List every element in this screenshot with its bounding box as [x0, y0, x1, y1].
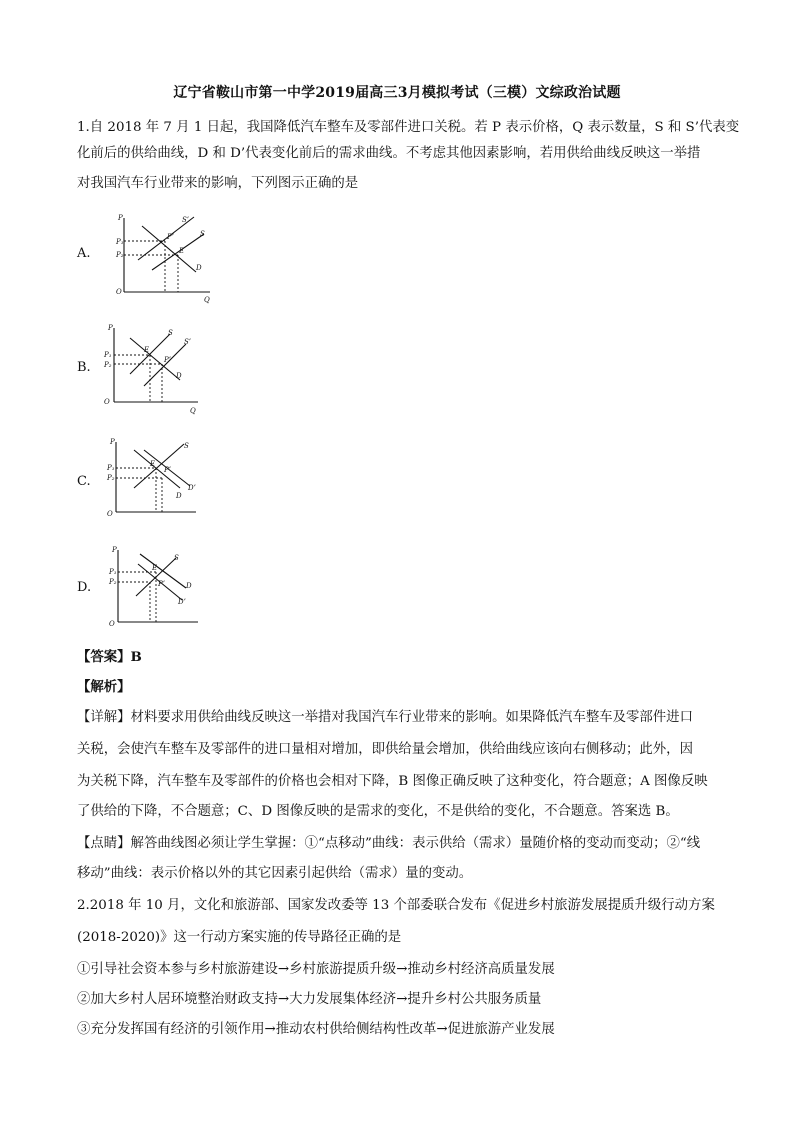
- page-title: 辽宁省鞍山市第一中学2019届高三3月模拟考试（三模）文综政治试题: [173, 85, 621, 101]
- axis-p-label: P: [110, 438, 115, 446]
- q1-line-2: 化前后的供给曲线，D 和 D’代表变化前后的需求曲线。不考虑其他因素影响，若用供给曲线反映这一举措: [77, 146, 701, 161]
- point-label: E: [150, 460, 156, 468]
- axis-p-label: P: [112, 546, 117, 554]
- point-label: P’: [158, 580, 165, 588]
- price-p1-label: P₁: [104, 351, 112, 359]
- detail-line-4: 了供给的下降，不合题意；C、D 图像反映的是需求的变化，不是供给的变化，不合题意。答案选 B。: [77, 804, 679, 819]
- point-label: P’: [167, 233, 174, 241]
- price-p2-label: P₂: [107, 474, 115, 482]
- curve-label: S: [184, 442, 189, 450]
- curve-label: S: [200, 230, 205, 238]
- price-p1-label: P₁: [116, 238, 124, 246]
- axis-q-label: Q: [190, 407, 196, 415]
- point-label: E: [179, 247, 185, 255]
- option-d-graph: [106, 546, 206, 632]
- price-p1-label: P₁: [107, 464, 115, 472]
- price-p2-label: P₂: [116, 251, 124, 259]
- curve-label: D’: [188, 484, 196, 492]
- point-label: P’: [164, 356, 171, 364]
- axis-q-label: Q: [204, 296, 210, 304]
- q1-line-1: 1.自 2018 年 7 月 1 日起，我国降低汽车整车及零部件进口关税。若 P 表示价格，Q 表示数量，S 和 S’代表变: [77, 120, 740, 135]
- origin-label: O: [116, 288, 122, 296]
- curve-label: D: [186, 582, 192, 590]
- curve-label: S’: [184, 338, 192, 346]
- option-b-graph: [100, 322, 204, 418]
- tip-line-2: 移动”曲线：表示价格以外的其它因素引起供给（需求）量的变动。: [77, 866, 473, 881]
- answer-line: 【答案】B: [77, 649, 142, 665]
- tip-line-1: 【点睛】解答曲线图必须让学生掌握：①“点移动”曲线：表示供给（需求）量随价格的变动而变动；②“线: [77, 836, 701, 851]
- origin-label: O: [104, 398, 110, 406]
- option-c-graph: [104, 436, 204, 524]
- curve-label: D’: [178, 598, 186, 606]
- curve-label: D: [176, 372, 182, 380]
- axis-p-label: P: [118, 214, 123, 222]
- option-c-label: C.: [77, 474, 91, 489]
- price-p1-label: P₁: [109, 568, 117, 576]
- q1-line-3: 对我国汽车行业带来的影响，下列图示正确的是: [77, 176, 359, 191]
- price-p2-label: P₂: [104, 361, 112, 369]
- q2-option-1: ①引导社会资本参与乡村旅游建设→乡村旅游提质升级→推动乡村经济高质量发展: [77, 962, 555, 977]
- option-b-label: B.: [77, 360, 91, 375]
- option-a-label: A.: [77, 246, 91, 261]
- origin-label: O: [109, 620, 115, 628]
- analysis-heading: 【解析】: [77, 679, 131, 695]
- option-a-graph: [112, 210, 216, 306]
- price-p2-label: P₂: [109, 578, 117, 586]
- q2-line-2: (2018-2020)》这一行动方案实施的传导路径正确的是: [77, 930, 402, 945]
- point-label: P’: [164, 466, 171, 474]
- origin-label: O: [107, 510, 113, 518]
- point-label: E: [152, 564, 158, 572]
- detail-line-2: 关税，会使汽车整车及零部件的进口量相对增加，即供给量会增加，供给曲线应该向右侧移动；此外，因: [77, 742, 693, 757]
- curve-label: S: [174, 554, 179, 562]
- axis-p-label: P: [108, 324, 113, 332]
- q2-option-3: ③充分发挥国有经济的引领作用→推动农村供给侧结构性改革→促进旅游产业发展: [77, 1022, 555, 1037]
- q2-line-1: 2.2018 年 10 月，文化和旅游部、国家发改委等 13 个部委联合发布《促进乡村旅游发展提质升级行动方案: [77, 898, 715, 913]
- curve-label: S’: [182, 216, 190, 224]
- curve-label: D: [196, 264, 202, 272]
- detail-line-1: 【详解】材料要求用供给曲线反映这一举措对我国汽车行业带来的影响。如果降低汽车整车及零部件进口: [77, 710, 693, 725]
- option-d-label: D.: [77, 580, 92, 595]
- curve-label: S: [168, 329, 173, 337]
- curve-label: D: [176, 492, 182, 500]
- point-label: E: [144, 346, 150, 354]
- q2-option-2: ②加大乡村人居环境整治财政支持→大力发展集体经济→提升乡村公共服务质量: [77, 992, 542, 1007]
- detail-line-3: 为关税下降，汽车整车及零部件的价格也会相对下降，B 图像正确反映了这种变化，符合题意；A 图像反映: [77, 774, 708, 789]
